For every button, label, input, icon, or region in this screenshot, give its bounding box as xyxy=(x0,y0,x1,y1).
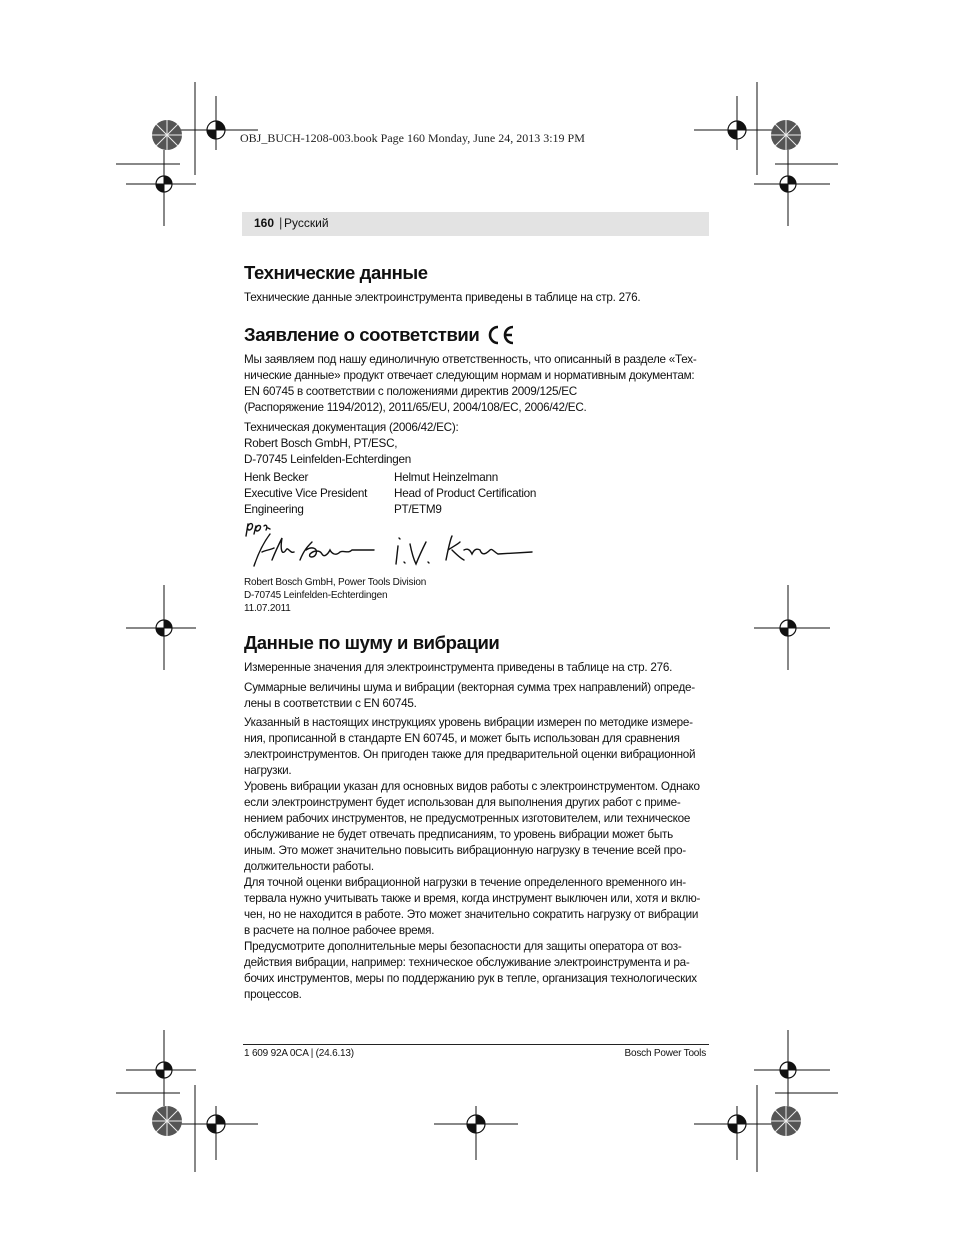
text-line: чен, но не находится в работе. Это может значительно сократить нагрузку от вибрации xyxy=(244,908,699,921)
signature-prefix: ppa. xyxy=(246,534,249,535)
signer-title: Executive Vice President xyxy=(244,487,368,500)
noise-para-2 xyxy=(244,680,712,712)
text-line: нические данные» продукт отвечает следующим нормам и нормативным документам: xyxy=(244,369,695,382)
text-line: Техническая документация (2006/42/EC): xyxy=(244,421,459,434)
text-line: Суммарные величины шума и вибрации (векторная сумма трех направлений) опреде- xyxy=(244,681,695,694)
noise-para-3 xyxy=(244,715,712,1003)
signer-dept: Engineering xyxy=(244,503,304,516)
text-line: (Распоряжение 1194/2012), 2011/65/EU, 2004/108/EC, 2006/42/EC. xyxy=(244,401,587,414)
conformity-declaration xyxy=(244,352,712,416)
language-label: Русский xyxy=(284,216,329,230)
signer-name: Henk Becker xyxy=(244,471,309,484)
text-line: ния, прописанной в стандарте EN 60745, и может быть использован для сравнения xyxy=(244,732,680,745)
heading-noise-vibration: Данные по шуму и вибрации xyxy=(244,632,500,653)
handwritten-signatures xyxy=(240,520,540,574)
footer-brand: Bosch Power Tools xyxy=(624,1048,706,1059)
noise-text-1: Измеренные значения для электроинструмента приведены в таблице на стр. 276. xyxy=(244,661,673,674)
company-address xyxy=(244,576,712,615)
tech-documentation xyxy=(244,420,712,468)
text-line: D-70745 Leinfelden-Echterdingen xyxy=(244,453,412,466)
text-line: должительности работы. xyxy=(244,860,374,873)
text-line: Robert Bosch GmbH, PT/ESC, xyxy=(244,437,398,450)
text-line: процессов. xyxy=(244,988,302,1001)
ce-mark-icon xyxy=(486,325,516,345)
text-line: лены в соответствии с EN 60745. xyxy=(244,697,417,710)
heading-tech-data: Технические данные xyxy=(244,262,428,283)
text-line: 11.07.2011 xyxy=(244,603,291,614)
text-line: Уровень вибрации указан для основных видов работы с электроинструментом. Однако xyxy=(244,780,700,793)
heading-conformity: Заявление о соответствии xyxy=(244,324,480,345)
footer-divider xyxy=(243,1044,709,1045)
text-line: если электроинструмент будет использован для выполнения других работ с приме- xyxy=(244,796,681,809)
text-line: иным. Это может значительно повысить вибрационную нагрузку в течение всей про- xyxy=(244,844,686,857)
text-line: обслуживание не будет отвечать предписаниям, то уровень вибрации может быть xyxy=(244,828,673,841)
text-line: Указанный в настоящих инструкциях уровень вибрации измерен по методике измере- xyxy=(244,716,693,729)
page-separator: | xyxy=(279,215,283,230)
text-line: действия вибрации, например: техническое обслуживание электроинструмента и ра- xyxy=(244,956,690,969)
signer-1 xyxy=(244,470,367,518)
signer-name: Helmut Heinzelmann xyxy=(394,471,498,484)
text-line: в расчете на полное рабочее время. xyxy=(244,924,435,937)
text-line: Мы заявляем под нашу единоличную ответственность, что описанный в разделе «Тех- xyxy=(244,353,697,366)
text-line: Robert Bosch GmbH, Power Tools Division xyxy=(244,577,427,588)
text-line: EN 60745 в соответствии с положениями директив 2009/125/EC xyxy=(244,385,577,398)
text-line: Предусмотрите дополнительные меры безопасности для защиты оператора от воз- xyxy=(244,940,682,953)
text-line: D-70745 Leinfelden-Echterdingen xyxy=(244,590,388,601)
tech-data-text: Технические данные электроинструмента приведены в таблице на стр. 276. xyxy=(244,291,641,304)
text-line: Для точной оценки вибрационной нагрузки в течение определенного временного ин- xyxy=(244,876,686,889)
signer-title: Head of Product Certification xyxy=(394,487,537,500)
crop-header: OBJ_BUCH-1208-003.book Page 160 Monday, June 24, 2013 3:19 PM xyxy=(240,131,585,145)
page-number: 160 xyxy=(254,216,275,230)
text-line: нагрузки. xyxy=(244,764,292,777)
text-line: тервала нужно учитывать также и время, когда инструмент выключен или, хотя и вклю- xyxy=(244,892,701,905)
text-line: бочих инструментов, меры по поддержанию рук в тепле, организация технологических xyxy=(244,972,697,985)
page-header-bar xyxy=(242,212,709,236)
signers-block xyxy=(244,470,712,520)
signer-dept: PT/ETM9 xyxy=(394,503,442,516)
footer-doc-number: 1 609 92A 0CA | (24.6.13) xyxy=(244,1048,354,1059)
text-line: электроинструментов. Он пригоден также для предварительной оценки вибрационной xyxy=(244,748,696,761)
text-line: нением рабочих инструментов, не предусмотренных изготовителем, или техническое xyxy=(244,812,691,825)
signer-2 xyxy=(394,470,536,518)
